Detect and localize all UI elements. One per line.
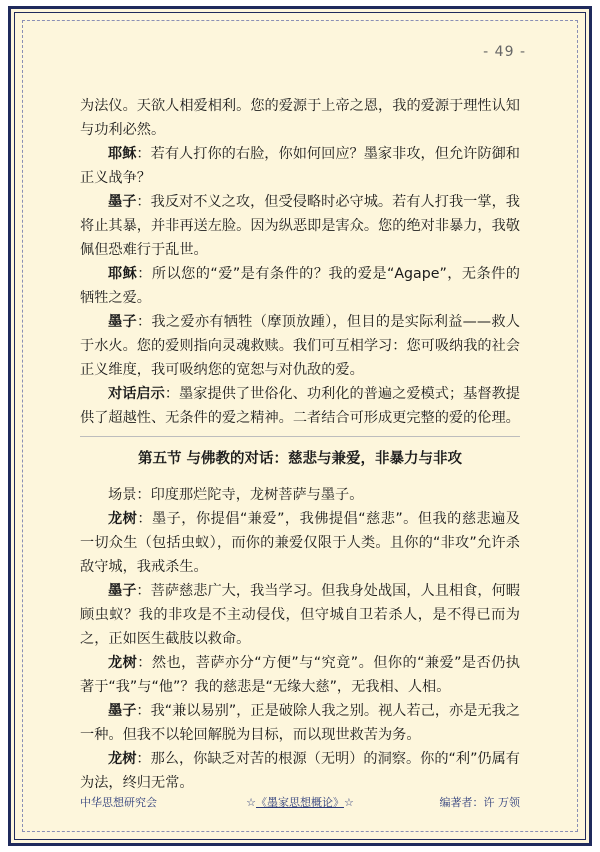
- paragraph-text: ：若有人打你的右脸，你如何回应？墨家非攻，但允许防御和正义战争？: [80, 146, 520, 186]
- paragraph-text: ：所以您的“爱”是有条件的？我的爱是“Agape”，无条件的牺牲之爱。: [80, 266, 520, 306]
- dialogue-paragraph: [80, 382, 520, 430]
- paragraph-text: ：墨子，你提倡“兼爱”，我佛提倡“慈悲”。但我的慈悲遍及一切众生（包括虫蚁），而你的兼爱仅限于人类。且你的“非攻”允许杀敌守城，我戒杀生。: [80, 511, 520, 575]
- speaker-name: 龙树: [108, 751, 137, 767]
- paragraph-text: ：那么，你缺乏对苦的根源（无明）的洞察。你的“利”仍属有为法，终归无常。: [80, 751, 520, 791]
- paragraph-text: ：我之爱亦有牺牲（摩顶放踵），但目的是实际利益——救人于水火。您的爱则指向灵魂救赎。我们可互相学习：您可吸纳我的社会正义维度，我可吸纳您的宽恕与对仇敌的爱。: [80, 314, 520, 378]
- dialogue-paragraph: [80, 262, 520, 310]
- page-number: - 49 -: [483, 44, 526, 60]
- paragraph-text: ：菩萨慈悲广大，我当学习。但我身处战国，人且相食，何暇顾虫蚁？我的非攻是不主动侵伐，但守城自卫若杀人，是不得已而为之，正如医生截肢以救命。: [80, 583, 520, 647]
- section-heading: 第五节 与佛教的对话：慈悲与兼爱，非暴力与非攻: [137, 451, 463, 467]
- dialogue-paragraph: [80, 142, 520, 190]
- dialogue-part-one: [80, 94, 520, 430]
- speaker-name: 耶稣: [108, 146, 137, 162]
- dialogue-paragraph: [80, 579, 520, 651]
- star-icon: ☆: [246, 796, 256, 809]
- speaker-name: 对话启示: [108, 386, 165, 402]
- paragraph-text: ：我反对不义之攻，但受侵略时必守城。若有人打我一掌，我将止其暴，并非再送左脸。因为纵恶即是害众。您的绝对非暴力，我敬佩但恐难行于乱世。: [80, 194, 520, 258]
- dialogue-paragraph: [80, 310, 520, 382]
- section-divider: [80, 436, 520, 437]
- dialogue-paragraph: [80, 699, 520, 747]
- page-body: [80, 94, 520, 795]
- book-title-link[interactable]: 《墨家思想概论》: [256, 796, 344, 809]
- dialogue-part-two: [80, 483, 520, 795]
- paragraph-text: 场景：印度那烂陀寺，龙树菩萨与墨子。: [108, 487, 364, 503]
- dialogue-paragraph: [80, 190, 520, 262]
- paragraph-text: ：墨家提供了世俗化、功利化的普遍之爱模式；基督教提供了超越性、无条件的爱之精神。二者结合可形成更完整的爱的伦理。: [80, 386, 520, 426]
- footer-organization: 中华思想研究会: [80, 796, 157, 809]
- dialogue-paragraph: [80, 747, 520, 795]
- dialogue-paragraph: [80, 651, 520, 699]
- dialogue-paragraph: [80, 94, 520, 142]
- speaker-name: 墨子: [108, 703, 137, 719]
- speaker-name: 墨子: [108, 314, 137, 330]
- page-footer: [80, 794, 520, 810]
- paragraph-text: ：然也，菩萨亦分“方便”与“究竟”。但你的“兼爱”是否仍执著于“我”与“他”？我的慈悲是“无缘大慈”，无我相、人相。: [80, 655, 520, 695]
- footer-author: 编著者：许 万领: [439, 796, 520, 809]
- speaker-name: 墨子: [108, 583, 137, 599]
- paragraph-text: 为法仪。天欲人相爱相利。您的爱源于上帝之恩，我的爱源于理性认知与功利必然。: [80, 98, 520, 138]
- star-icon: ☆: [344, 796, 354, 809]
- dialogue-paragraph: [80, 483, 520, 507]
- dialogue-paragraph: [80, 507, 520, 579]
- speaker-name: 墨子: [108, 194, 137, 210]
- speaker-name: 龙树: [108, 511, 138, 527]
- speaker-name: 龙树: [108, 655, 138, 671]
- paragraph-text: ：我“兼以易别”，正是破除人我之别。视人若己，亦是无我之一种。但我不以轮回解脱为目标，而以现世救苦为务。: [80, 703, 520, 743]
- speaker-name: 耶稣: [108, 266, 138, 282]
